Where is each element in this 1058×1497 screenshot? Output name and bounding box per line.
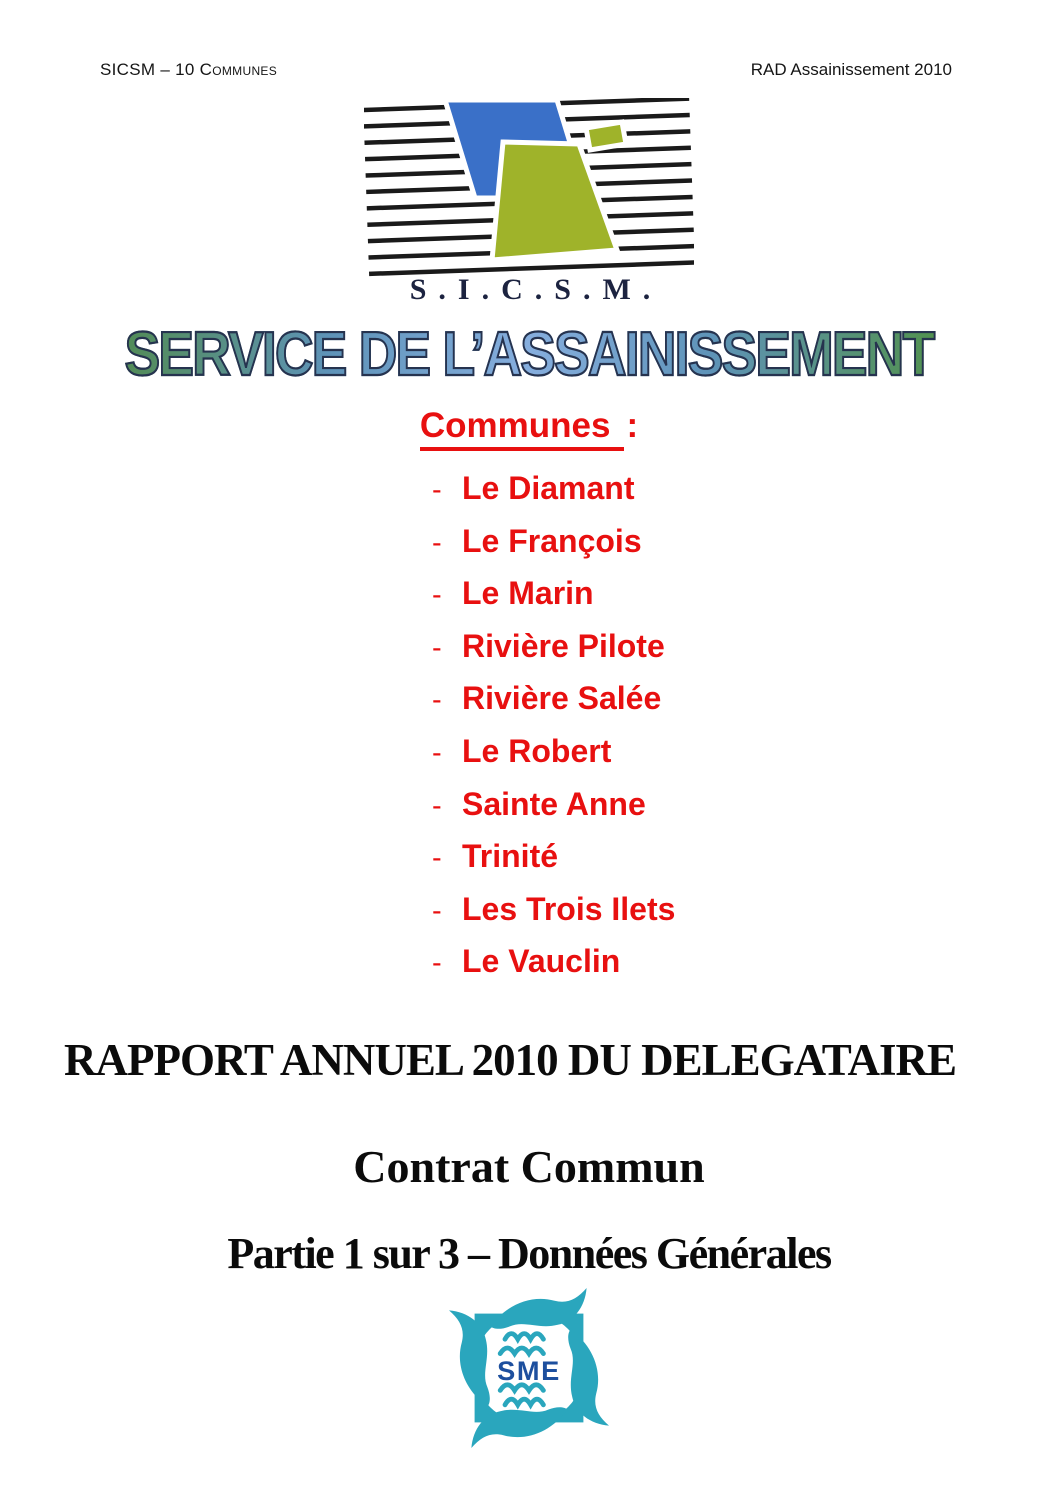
commune-name: Le Robert [462,732,612,769]
logo-small-green-piece-icon [586,122,626,150]
commune-name: Le François [462,522,642,559]
commune-name: Le Vauclin [462,943,621,980]
list-item [432,778,675,831]
sicsm-logo-caption: S.I.C.S.M. [409,273,663,306]
list-item [432,462,675,515]
commune-name: Trinité [462,838,559,875]
header-left-text: SICSM – 10 Communes [100,60,278,79]
list-item [432,620,675,673]
sme-logo-text: SME [497,1355,561,1386]
hyphen-bullet: - [432,736,442,769]
commune-name: Rivière Salée [462,680,662,717]
commune-name: Rivière Pilote [462,627,665,664]
communes-list [432,462,675,988]
list-item [432,935,675,988]
hyphen-bullet: - [432,684,442,717]
commune-name: Le Diamant [462,470,635,506]
report-title: RAPPORT ANNUEL 2010 DU DELEGATAIRE [63,1035,957,1085]
communes-heading [0,406,1058,446]
hyphen-bullet: - [432,474,442,506]
hyphen-bullet: - [432,631,442,664]
hyphen-bullet: - [432,842,442,875]
hyphen-bullet: - [432,526,442,559]
service-assainissement-banner: SERVICE DE L’ASSAINISSEMENT [74,318,984,392]
list-item [432,830,675,883]
communes-heading-label: Communes [420,406,625,451]
list-item [432,672,675,725]
list-item [432,515,675,568]
commune-name: Le Marin [462,575,594,612]
logo-green-parallelogram-icon [492,142,617,260]
hyphen-bullet: - [432,579,442,612]
list-item [432,567,675,620]
hyphen-bullet: - [432,947,442,980]
sicsm-logo [364,98,694,308]
communes-heading-colon: : [626,406,639,445]
page-header [100,60,952,80]
hyphen-bullet: - [432,789,442,822]
part-subtitle: Partie 1 sur 3 – Données Générales [227,1229,831,1278]
list-item [432,725,675,778]
sme-logo [449,1288,609,1448]
commune-name: Les Trois Ilets [462,890,676,927]
header-right-text: RAD Assainissement 2010 [750,60,952,79]
commune-name: Sainte Anne [462,785,646,822]
list-item [432,883,675,936]
contract-subtitle: Contrat Commun [353,1141,705,1192]
hyphen-bullet: - [432,894,442,927]
